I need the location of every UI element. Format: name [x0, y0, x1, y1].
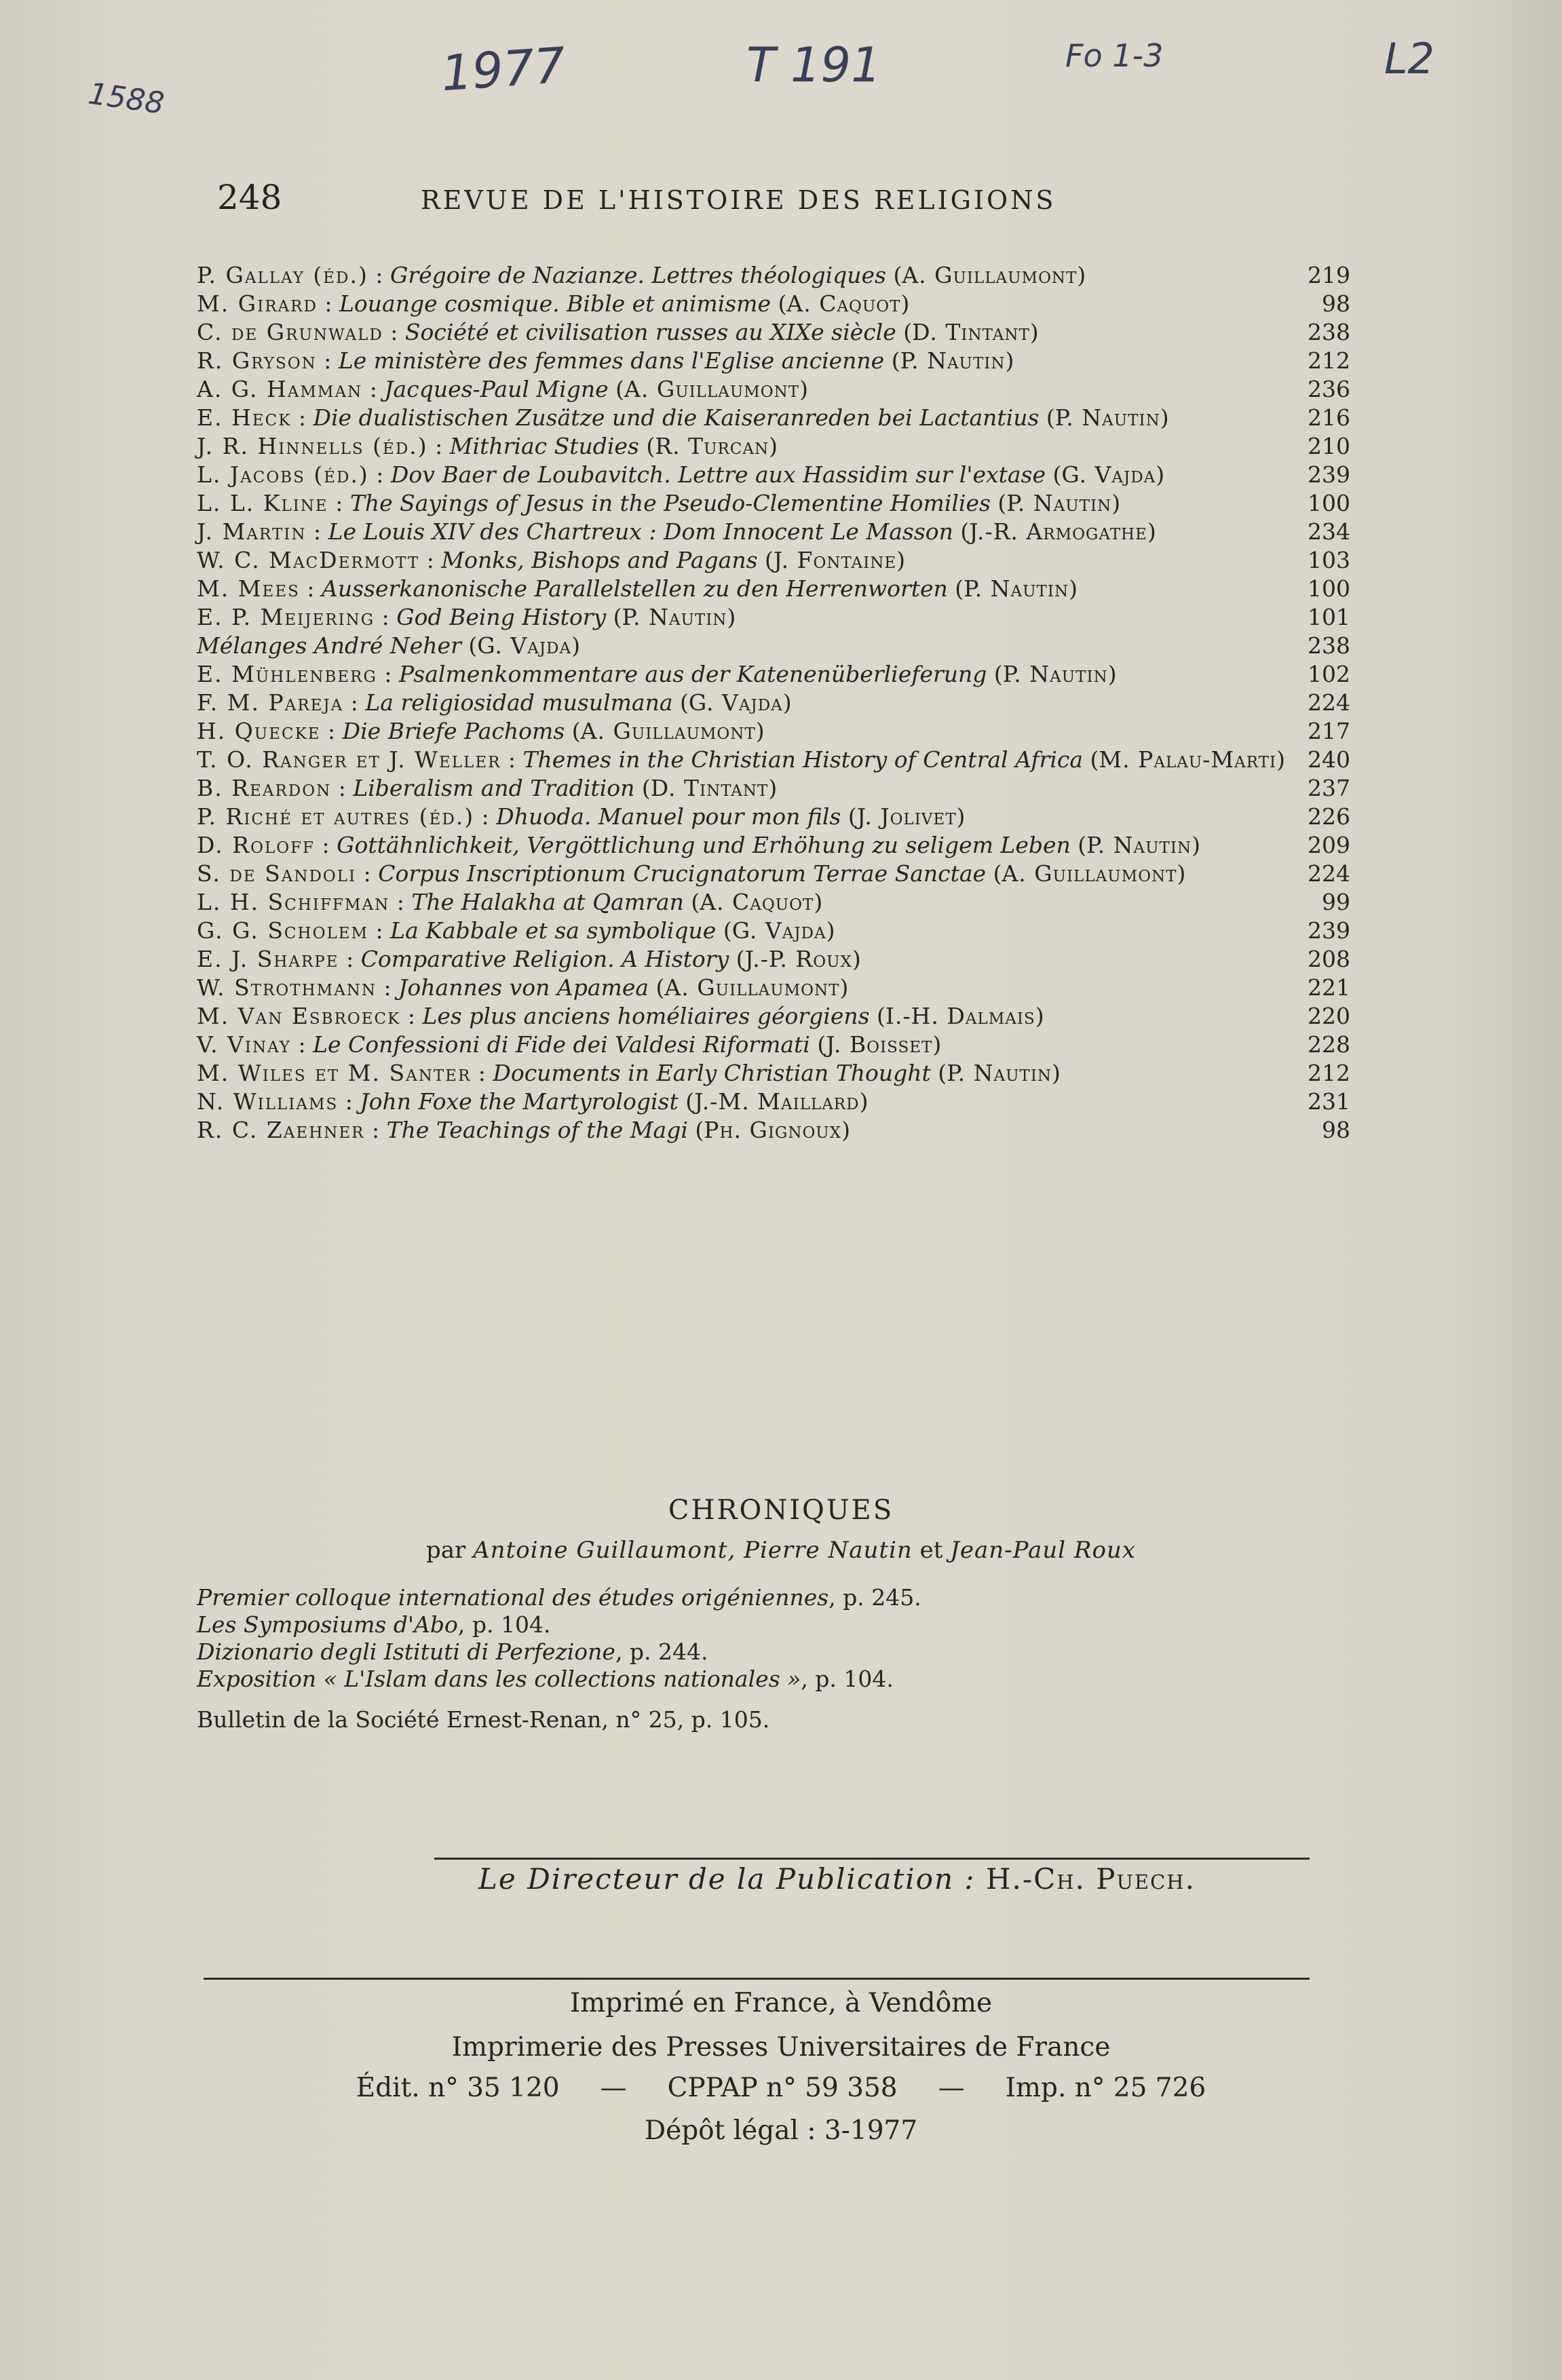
entry-reviewer: A. Guillaumont: [664, 974, 840, 1001]
entry-reviewer: Ph. Gignoux: [704, 1117, 842, 1143]
by-word: par: [426, 1537, 466, 1564]
handwritten-note: L2: [1384, 34, 1434, 83]
entry-text: J. R. Hinnells (éd.) : Mithriac Studies (R. Turcan): [197, 433, 778, 459]
entry-text: M. Wiles et M. Santer : Documents in Early Christian Thought (P. Nautin): [197, 1060, 1061, 1086]
entry-title: Ausserkanonische Parallelstellen zu den Herrenworten: [322, 575, 948, 602]
entry-reviewer: D. Tintant: [912, 319, 1030, 345]
entry-author: F. M. Pareja: [197, 689, 344, 716]
journal-title: REVUE DE L'HISTOIRE DES RELIGIONS: [421, 185, 1056, 215]
chronique-title: Exposition « L'Islam dans les collections nationales »: [197, 1666, 801, 1692]
entry-author: A. G. Hamman: [197, 376, 363, 402]
entry-author: M. Van Esbroeck: [197, 1003, 401, 1029]
entry-text: P. Riché et autres (éd.) : Dhuoda. Manuel pour mon fils (J. Jolivet): [197, 803, 966, 830]
entry-title: Die Briefe Pachoms: [342, 718, 565, 744]
director-label: Le Directeur de la Publication :: [478, 1862, 976, 1896]
entry-author: L. Jacobs (éd.): [197, 461, 369, 488]
entry-text: R. C. Zaehner : The Teachings of the Magi (Ph. Gignoux): [197, 1117, 850, 1143]
index-entry: [197, 660, 1350, 689]
entry-author: L. H. Schiffman: [197, 889, 390, 915]
divider: [434, 1858, 1310, 1860]
bulletin-line: Bulletin de la Société Ernest-Renan, n° 25, p. 105.: [197, 1706, 770, 1733]
index-entry: [197, 347, 1350, 375]
entry-title: Monks, Bishops and Pagans: [441, 547, 758, 573]
handwritten-note: 1588: [85, 76, 166, 121]
entry-page: 216: [1308, 404, 1350, 431]
index-entry: [197, 575, 1350, 603]
entry-page: 210: [1308, 433, 1350, 459]
review-index: [197, 261, 1350, 1145]
index-entry: [197, 489, 1350, 518]
entry-title: Le ministère des femmes dans l'Eglise ancienne: [338, 347, 885, 374]
index-entry: [197, 689, 1350, 717]
entry-author: J. Martin: [197, 518, 307, 545]
entry-page: 221: [1308, 974, 1350, 1001]
entry-text: Mélanges André Neher (G. Vajda): [197, 632, 580, 659]
entry-reviewer: R. Turcan: [655, 433, 769, 459]
entry-author: T. O. Ranger et J. Weller: [197, 746, 501, 773]
entry-text: B. Reardon : Liberalism and Tradition (D. Tintant): [197, 775, 778, 801]
entry-title: John Foxe the Martyrologist: [360, 1088, 679, 1115]
director-name: H.-Ch. Puech.: [985, 1862, 1196, 1896]
chronique-title: Les Symposiums d'Abo: [197, 1611, 458, 1638]
director-line: [478, 1862, 1196, 1896]
entry-text: E. Mühlenberg : Psalmenkommentare aus der Katenenüberlieferung (P. Nautin): [197, 661, 1117, 687]
index-entry: [197, 632, 1350, 660]
entry-title: Liberalism and Tradition: [353, 775, 635, 801]
chronique-item: [197, 1666, 1215, 1693]
entry-author: E. Mühlenberg: [197, 661, 377, 687]
entry-text: N. Williams : John Foxe the Martyrologist (J.-M. Maillard): [197, 1088, 869, 1115]
last-author: Jean-Paul Roux: [950, 1537, 1136, 1564]
entry-title: Société et civilisation russes au XIXe siècle: [404, 319, 896, 345]
entry-text: A. G. Hamman : Jacques-Paul Migne (A. Guillaumont): [197, 376, 808, 402]
index-entry: [197, 888, 1350, 917]
index-entry: [197, 461, 1350, 489]
entry-title: Corpus Inscriptionum Crucignatorum Terrae Sanctae: [378, 860, 987, 887]
entry-author: H. Quecke: [197, 718, 321, 744]
index-entry: [197, 546, 1350, 575]
depot-legal: Dépôt légal : 3-1977: [644, 2115, 918, 2146]
handwritten-note: Fo 1-3: [1065, 37, 1164, 74]
entry-text: F. M. Pareja : La religiosidad musulmana (G. Vajda): [197, 689, 792, 716]
entry-text: L. Jacobs (éd.) : Dov Baer de Loubavitch. Lettre aux Hassidim sur l'extase (G. Vajda): [197, 461, 1165, 488]
entry-text: S. de Sandoli : Corpus Inscriptionum Crucignatorum Terrae Sanctae (A. Guillaumont): [197, 860, 1186, 887]
entry-page: 239: [1308, 917, 1350, 944]
entry-page: 212: [1308, 347, 1350, 374]
entry-page: 231: [1308, 1088, 1350, 1115]
entry-page: 99: [1322, 889, 1350, 915]
index-entry: [197, 1059, 1350, 1088]
index-entry: [197, 603, 1350, 632]
separator: —: [938, 2073, 965, 2103]
entry-title: Dhuoda. Manuel pour mon fils: [496, 803, 841, 830]
and-word: et: [919, 1537, 943, 1564]
index-entry: [197, 1031, 1350, 1059]
entry-reviewer: G. Vajda: [688, 689, 783, 716]
chronique-ref: , p. 104.: [801, 1666, 894, 1692]
imp-number: Imp. n° 25 726: [1005, 2073, 1206, 2103]
entry-reviewer: A. Caquot: [700, 889, 814, 915]
entry-reviewer: A. Guillaumont: [902, 262, 1078, 288]
entry-author: R. C. Zaehner: [197, 1117, 365, 1143]
index-entry: [197, 432, 1350, 461]
entry-title: Dov Baer de Loubavitch. Lettre aux Hassidim sur l'extase: [390, 461, 1046, 488]
entry-text: J. Martin : Le Louis XIV des Chartreux : Dom Innocent Le Masson (J.-R. Armogathe): [197, 518, 1156, 545]
entry-title: Johannes von Apamea: [398, 974, 649, 1001]
entry-page: 100: [1308, 575, 1350, 602]
entry-author: D. Roloff: [197, 832, 316, 858]
entry-author: N. Williams: [197, 1088, 339, 1115]
entry-page: 224: [1308, 689, 1350, 716]
entry-reviewer: P. Nautin: [1054, 404, 1160, 431]
index-entry: [197, 974, 1350, 1002]
entry-text: E. P. Meijering : God Being History (P. Nautin): [197, 604, 736, 630]
entry-author: E. Heck: [197, 404, 292, 431]
running-head: [217, 178, 1126, 217]
entry-author: B. Reardon: [197, 775, 332, 801]
entry-title: Documents in Early Christian Thought: [493, 1060, 931, 1086]
entry-page: 219: [1308, 262, 1350, 288]
chronique-item: [197, 1611, 1215, 1638]
entry-text: T. O. Ranger et J. Weller : Themes in the Christian History of Central Africa (M. Palau-Marti): [197, 746, 1286, 773]
entry-reviewer: I.-H. Dalmais: [885, 1003, 1035, 1029]
divider: [204, 1978, 1310, 1980]
entry-author: S. de Sandoli: [197, 860, 357, 887]
index-entry: [197, 831, 1350, 860]
entry-page: 102: [1308, 661, 1350, 687]
entry-text: L. H. Schiffman : The Halakha at Qamran (A. Caquot): [197, 889, 823, 915]
entry-text: W. Strothmann : Johannes von Apamea (A. Guillaumont): [197, 974, 849, 1001]
imprint-line: Imprimé en France, à Vendôme: [569, 1988, 993, 2018]
entry-reviewer: J. Jolivet: [856, 803, 957, 830]
separator: —: [600, 2073, 627, 2103]
entry-page: 234: [1308, 518, 1350, 545]
entry-author: E. J. Sharpe: [197, 946, 339, 972]
entry-reviewer: G. Vajda: [1061, 461, 1156, 488]
index-entry: [197, 774, 1350, 803]
entry-page: 100: [1308, 490, 1350, 516]
entry-page: 208: [1308, 946, 1350, 972]
entry-title: Le Confessioni di Fide dei Valdesi Riformati: [313, 1031, 810, 1058]
entry-author: M. Wiles et M. Santer: [197, 1060, 472, 1086]
entry-reviewer: P. Nautin: [964, 575, 1069, 602]
entry-text: L. L. Kline : The Sayings of Jesus in the Pseudo-Clementine Homilies (P. Nautin): [197, 490, 1121, 516]
entry-title: Gottähnlichkeit, Vergöttlichung und Erhöhung zu seligem Leben: [337, 832, 1071, 858]
entry-title: La Kabbale et sa symbolique: [390, 917, 717, 944]
entry-reviewer: G. Vajda: [477, 632, 572, 659]
entry-author: E. P. Meijering: [197, 604, 375, 630]
entry-author: W. C. MacDermott: [197, 547, 420, 573]
entry-reviewer: G. Vajda: [731, 917, 826, 944]
edit-number: Édit. n° 35 120: [356, 2073, 560, 2103]
entry-reviewer: J. Boisset: [826, 1031, 933, 1058]
entry-page: 240: [1308, 746, 1350, 773]
entry-author: M. Mees: [197, 575, 300, 602]
chroniques-heading: CHRONIQUES: [668, 1495, 894, 1526]
entry-title: Jacques-Paul Migne: [384, 376, 609, 402]
entry-author: V. Vinay: [197, 1031, 291, 1058]
index-entry: [197, 1002, 1350, 1031]
index-entry: [197, 318, 1350, 347]
entry-title: Mithriac Studies: [449, 433, 639, 459]
entry-title: Les plus anciens homéliaires géorgiens: [422, 1003, 870, 1029]
entry-author: L. L. Kline: [197, 490, 328, 516]
index-entry: [197, 518, 1350, 546]
index-entry: [197, 860, 1350, 888]
entry-text: E. J. Sharpe : Comparative Religion. A History (J.-P. Roux): [197, 946, 861, 972]
entry-page: 226: [1308, 803, 1350, 830]
entry-title: La religiosidad musulmana: [365, 689, 673, 716]
entry-author: C. de Grunwald: [197, 319, 383, 345]
entry-page: 98: [1322, 1117, 1350, 1143]
entry-text: H. Quecke : Die Briefe Pachoms (A. Guillaumont): [197, 718, 765, 744]
index-entry: [197, 1116, 1350, 1145]
chronique-ref: , p. 244.: [615, 1638, 708, 1665]
entry-reviewer: J.-R. Armogathe: [969, 518, 1147, 545]
chronique-ref: , p. 245.: [828, 1584, 921, 1611]
index-entry: [197, 917, 1350, 945]
chronique-title: Premier colloque international des études origéniennes: [197, 1584, 829, 1611]
entry-text: P. Gallay (éd.) : Grégoire de Nazianze. Lettres théologiques (A. Guillaumont): [197, 262, 1086, 288]
entry-author: P. Gallay (éd.): [197, 262, 368, 288]
entry-title: Themes in the Christian History of Central Africa: [522, 746, 1084, 773]
index-entry: [197, 261, 1350, 290]
entry-reviewer: D. Tintant: [650, 775, 769, 801]
entry-page: 236: [1308, 376, 1350, 402]
entry-page: 217: [1308, 718, 1350, 744]
entry-title: The Halakha at Qamran: [411, 889, 684, 915]
entry-text: M. Mees : Ausserkanonische Parallelstellen zu den Herrenworten (P. Nautin): [197, 575, 1078, 602]
entry-reviewer: J.-M. Maillard: [694, 1088, 860, 1115]
entry-text: W. C. MacDermott : Monks, Bishops and Pagans (J. Fontaine): [197, 547, 906, 573]
entry-text: V. Vinay : Le Confessioni di Fide dei Valdesi Riformati (J. Boisset): [197, 1031, 942, 1058]
entry-reviewer: P. Nautin: [947, 1060, 1052, 1086]
page-number: 248: [217, 178, 282, 217]
entry-reviewer: J.-P. Roux: [744, 946, 852, 972]
entry-page: 239: [1308, 461, 1350, 488]
entry-reviewer: A. Guillaumont: [1002, 860, 1177, 887]
entry-title: Die dualistischen Zusätze und die Kaiseranreden bei Lactantius: [313, 404, 1040, 431]
entry-page: 209: [1308, 832, 1350, 858]
entry-reviewer: P. Nautin: [1086, 832, 1192, 858]
chronique-item: [197, 1638, 1215, 1666]
index-entry: [197, 375, 1350, 404]
entry-title: Psalmenkommentare aus der Katenenüberlieferung: [398, 661, 987, 687]
entry-page: 101: [1308, 604, 1350, 630]
entry-reviewer: A. Guillaumont: [624, 376, 800, 402]
imprint-numbers: [0, 2073, 1562, 2103]
entry-author: P. Riché et autres (éd.): [197, 803, 475, 830]
cppap-number: CPPAP n° 59 358: [667, 2073, 898, 2103]
entry-author: M. Girard: [197, 290, 318, 317]
entry-page: 220: [1308, 1003, 1350, 1029]
entry-text: D. Roloff : Gottähnlichkeit, Vergöttlichung und Erhöhung zu seligem Leben (P. Nautin): [197, 832, 1200, 858]
entry-title: Le Louis XIV des Chartreux : Dom Innocent Le Masson: [328, 518, 953, 545]
chroniques-authors: [0, 1537, 1562, 1564]
entry-text: E. Heck : Die dualistischen Zusätze und die Kaiseranreden bei Lactantius (P. Nautin): [197, 404, 1169, 431]
entry-text: G. G. Scholem : La Kabbale et sa symbolique (G. Vajda): [197, 917, 835, 944]
handwritten-note: T 191: [746, 37, 881, 93]
entry-page: 237: [1308, 775, 1350, 801]
authors-names: Antoine Guillaumont, Pierre Nautin: [473, 1537, 913, 1564]
entry-text: M. Girard : Louange cosmique. Bible et animisme (A. Caquot): [197, 290, 910, 317]
entry-title: Grégoire de Nazianze. Lettres théologiques: [389, 262, 886, 288]
entry-text: R. Gryson : Le ministère des femmes dans l'Eglise ancienne (P. Nautin): [197, 347, 1014, 374]
entry-page: 228: [1308, 1031, 1350, 1058]
entry-title: The Sayings of Jesus in the Pseudo-Clementine Homilies: [349, 490, 991, 516]
entry-title: Louange cosmique. Bible et animisme: [339, 290, 772, 317]
entry-page: 212: [1308, 1060, 1350, 1086]
entry-title: Mélanges André Neher: [197, 632, 461, 659]
index-entry: [197, 290, 1350, 318]
entry-page: 238: [1308, 632, 1350, 659]
entry-author: J. R. Hinnells (éd.): [197, 433, 428, 459]
entry-reviewer: P. Nautin: [1002, 661, 1108, 687]
entry-author: R. Gryson: [197, 347, 317, 374]
entry-page: 98: [1322, 290, 1350, 317]
entry-reviewer: A. Caquot: [786, 290, 901, 317]
index-entry: [197, 746, 1350, 774]
entry-page: 238: [1308, 319, 1350, 345]
index-entry: [197, 1088, 1350, 1116]
entry-reviewer: P. Nautin: [900, 347, 1006, 374]
index-entry: [197, 404, 1350, 432]
entry-reviewer: M. Palau-Marti: [1099, 746, 1277, 773]
index-entry: [197, 803, 1350, 831]
chroniques-list: [197, 1584, 1215, 1733]
entry-title: God Being History: [396, 604, 607, 630]
entry-reviewer: P. Nautin: [1006, 490, 1112, 516]
entry-reviewer: A. Guillaumont: [580, 718, 756, 744]
index-entry: [197, 717, 1350, 746]
chronique-title: Dizionario degli Istituti di Perfezione: [197, 1638, 615, 1665]
entry-text: M. Van Esbroeck : Les plus anciens homéliaires géorgiens (I.-H. Dalmais): [197, 1003, 1044, 1029]
entry-title: Comparative Religion. A History: [360, 946, 729, 972]
chronique-ref: , p. 104.: [457, 1611, 551, 1638]
entry-text: C. de Grunwald : Société et civilisation russes au XIXe siècle (D. Tintant): [197, 319, 1039, 345]
entry-author: W. Strothmann: [197, 974, 377, 1001]
handwritten-note: 1977: [439, 36, 567, 102]
chronique-item: [197, 1584, 1215, 1611]
index-entry: [197, 945, 1350, 974]
entry-author: G. G. Scholem: [197, 917, 369, 944]
entry-page: 224: [1308, 860, 1350, 887]
entry-page: 103: [1308, 547, 1350, 573]
imprint-line: Imprimerie des Presses Universitaires de France: [451, 2032, 1111, 2062]
entry-reviewer: P. Nautin: [622, 604, 727, 630]
entry-title: The Teachings of the Magi: [386, 1117, 688, 1143]
entry-reviewer: J. Fontaine: [773, 547, 897, 573]
